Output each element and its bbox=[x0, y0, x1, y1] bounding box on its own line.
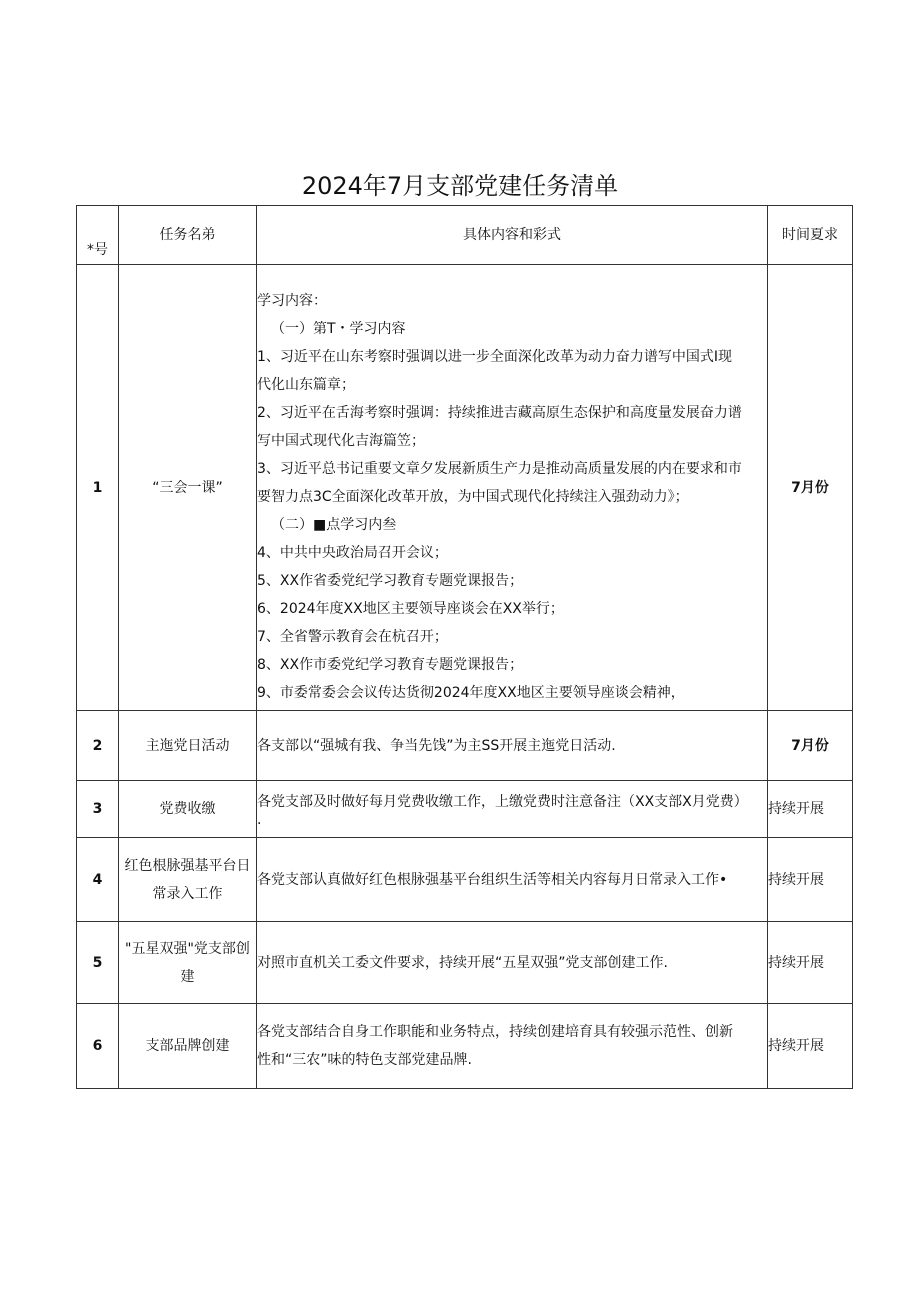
content-line: 7、全省警示教育会在杭召开； bbox=[257, 628, 448, 645]
row-content bbox=[257, 1004, 768, 1089]
table-row bbox=[77, 922, 853, 1004]
row-content bbox=[257, 711, 768, 781]
content-line: 各党支部结合自身工作职能和业务特点，持续创建培育具有较强示范性、创新 bbox=[257, 1024, 733, 1040]
row-time: 持续开展 bbox=[768, 838, 853, 922]
row-task-name: 支部品牌创建 bbox=[119, 1004, 257, 1089]
row-no: 6 bbox=[77, 1004, 119, 1089]
header-time: 时间夏求 bbox=[768, 206, 853, 265]
table-header-row bbox=[77, 206, 853, 265]
table-row bbox=[77, 838, 853, 922]
row-no: 4 bbox=[77, 838, 119, 922]
row-task-name: 党费收缴 bbox=[119, 781, 257, 838]
table-row bbox=[77, 781, 853, 838]
row-task-name: 主迤党日活动 bbox=[119, 711, 257, 781]
row-no: 1 bbox=[77, 265, 119, 711]
row-no: 3 bbox=[77, 781, 119, 838]
content-line: （二）■点学习内叁 bbox=[271, 516, 397, 533]
row-time: 7月份 bbox=[768, 265, 853, 711]
row-time: 7月份 bbox=[768, 711, 853, 781]
content-line: 4、中共中央政治局召开会议； bbox=[257, 544, 448, 561]
content-line: 性和“三农”味的特色支部党建品牌. bbox=[257, 1052, 472, 1068]
content-line: 学习内容： bbox=[257, 292, 327, 309]
header-name: 任务名弟 bbox=[119, 206, 257, 265]
table-row bbox=[77, 1004, 853, 1089]
row-content bbox=[257, 838, 768, 922]
content-line: 各党支部及时做好每月党费收缴工作，上缴党费时注意备注（XX支部X月党费） bbox=[257, 794, 748, 810]
content-line: 5、XX作省委党纪学习教育专题党课报告； bbox=[257, 572, 524, 589]
header-no bbox=[77, 206, 119, 265]
content-line: 2、习近平在舌海考察时强调：持续推进吉藏高原生态保护和高度量发展奋力谱 bbox=[257, 404, 742, 421]
row-task-name: 红色根脉强基平台日常录入工作 bbox=[119, 838, 257, 922]
content-line: 6、2024年度XX地区主要领导座谈会在XX举行； bbox=[257, 600, 564, 617]
content-line: 写中国式现代化吉海篇笠； bbox=[257, 432, 425, 449]
content-line: 代化山东篇章； bbox=[257, 376, 355, 393]
row-time: 持续开展 bbox=[768, 922, 853, 1004]
table-row bbox=[77, 265, 853, 711]
row-content bbox=[257, 781, 768, 838]
header-no-label: *号 bbox=[87, 242, 108, 258]
content-line: 8、XX作市委党纪学习教育专题党课报告； bbox=[257, 656, 524, 673]
table-row bbox=[77, 711, 853, 781]
content-line: 要智力点3C全面深化改革开放，为中国式现代化持续注入强劲动力》； bbox=[257, 488, 689, 505]
row-no: 2 bbox=[77, 711, 119, 781]
content-line: 对照市直机关工委文件要求，持续开展“五星双强”党支部创建工作. bbox=[257, 954, 668, 971]
content-line: 3、习近平总书记重要文章夕发展新质生产力是推动高质量发展的内在要求和市 bbox=[257, 460, 742, 477]
content-line: 各支部以“强城有我、争当先饯”为主SS开展主迤党日活动. bbox=[257, 737, 616, 754]
task-table bbox=[76, 205, 853, 1089]
content-line: （一）第T・学习内容 bbox=[271, 320, 406, 337]
row-task-name: “三会一课” bbox=[119, 265, 257, 711]
content-line: 1、习近平在山东考察时强调以进一步全面深化改革为动力奋力谱写中国式I现 bbox=[257, 348, 733, 365]
content-line: 9、市委常委会会议传达货彻2024年度XX地区主要领导座谈会精神， bbox=[257, 684, 685, 701]
content-line: 各党支部认真做好红色根脉强基平台组织生活等相关内容每月日常录入工作• bbox=[257, 871, 728, 888]
header-content: 具体内容和彩式 bbox=[257, 206, 768, 265]
row-time: 持续开展 bbox=[768, 1004, 853, 1089]
content-line: . bbox=[257, 812, 262, 828]
row-no: 5 bbox=[77, 922, 119, 1004]
row-content bbox=[257, 922, 768, 1004]
row-content bbox=[257, 265, 768, 711]
row-task-name: "五星双强"党支部创建 bbox=[119, 922, 257, 1004]
page-title: 2024年7月支部党建任务清单 bbox=[301, 172, 619, 200]
row-time: 持续开展 bbox=[768, 781, 853, 838]
